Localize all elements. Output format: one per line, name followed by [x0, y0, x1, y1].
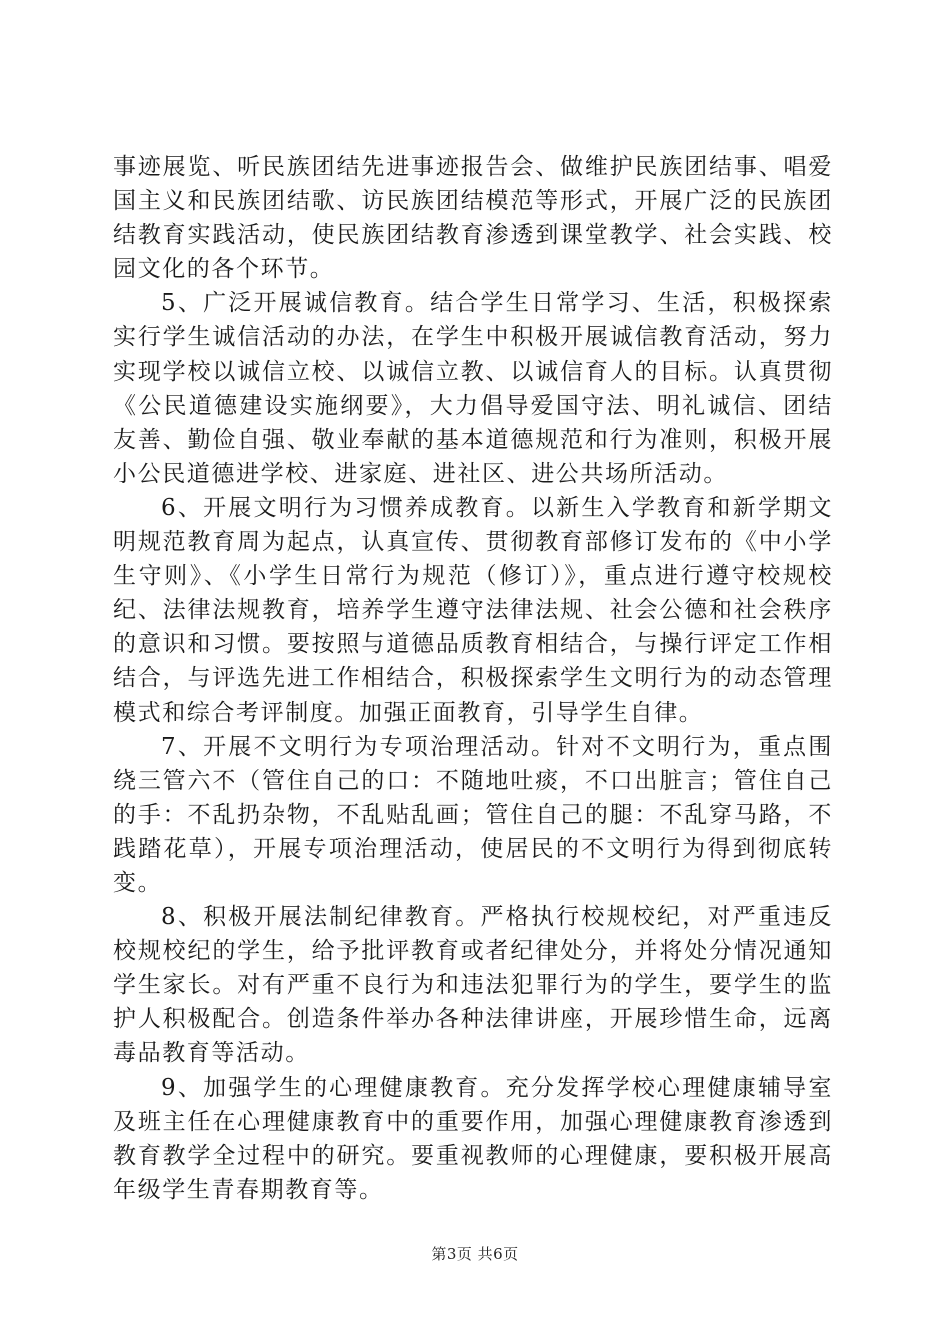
paragraph-legal-discipline: 8、积极开展法制纪律教育。严格执行校规校纪，对严重违反校规校纪的学生，给予批评教育或者纪律处分，并将处分情况通知学生家长。对有严重不良行为和违法犯罪行为的学生，要学生的监护人积极配合。创造条件举办各种法律讲座，开展珍惜生命，远离毒品教育等活动。 [113, 904, 833, 1067]
paragraph-ethnic-unity: 事迹展览、听民族团结先进事迹报告会、做维护民族团结事、唱爱国主义和民族团结歌、访民族团结模范等形式，开展广泛的民族团结教育实践活动，使民族团结教育渗透到课堂教学、社会实践、校园文化的各个环节。 [113, 154, 833, 283]
paragraph-integrity-education: 5、广泛开展诚信教育。结合学生日常学习、生活，积极探索实行学生诚信活动的办法，在学生中积极开展诚信教育活动，努力实现学校以诚信立校、以诚信立教、以诚信育人的目标。认真贯彻《公民道德建设实施纲要》，大力倡导爱国守法、明礼诚信、团结友善、勤俭自强、敬业奉献的基本道德规范和行为准则，积极开展小公民道德进学校、进家庭、进社区、进公共场所活动。 [113, 290, 833, 487]
paragraph-mental-health: 9、加强学生的心理健康教育。充分发挥学校心理健康辅导室及班主任在心理健康教育中的重要作用，加强心理健康教育渗透到教育教学全过程中的研究。要重视教师的心理健康，要积极开展高年级学生青春期教育等。 [113, 1074, 833, 1203]
paragraph-uncivilized-behavior: 7、开展不文明行为专项治理活动。针对不文明行为，重点围绕三管六不（管住自己的口：不随地吐痰，不口出脏言；管住自己的手：不乱扔杂物，不乱贴乱画；管住自己的腿：不乱穿马路，不践踏花草），开展专项治理活动，使居民的不文明行为得到彻底转变。 [113, 733, 833, 896]
paragraph-civilized-habits: 6、开展文明行为习惯养成教育。以新生入学教育和新学期文明规范教育周为起点，认真宣传、贯彻教育部修订发布的《中小学生守则》、《小学生日常行为规范（修订）》，重点进行遵守校规校纪、法律法规教育，培养学生遵守法律法规、社会公德和社会秩序的意识和习惯。要按照与道德品质教育相结合，与操行评定工作相结合，与评选先进工作相结合，积极探索学生文明行为的动态管理模式和综合考评制度。加强正面教育，引导学生自律。 [113, 494, 833, 726]
document-body [113, 150, 833, 1207]
page-number-footer: 第3页 共6页 [431, 1245, 519, 1263]
